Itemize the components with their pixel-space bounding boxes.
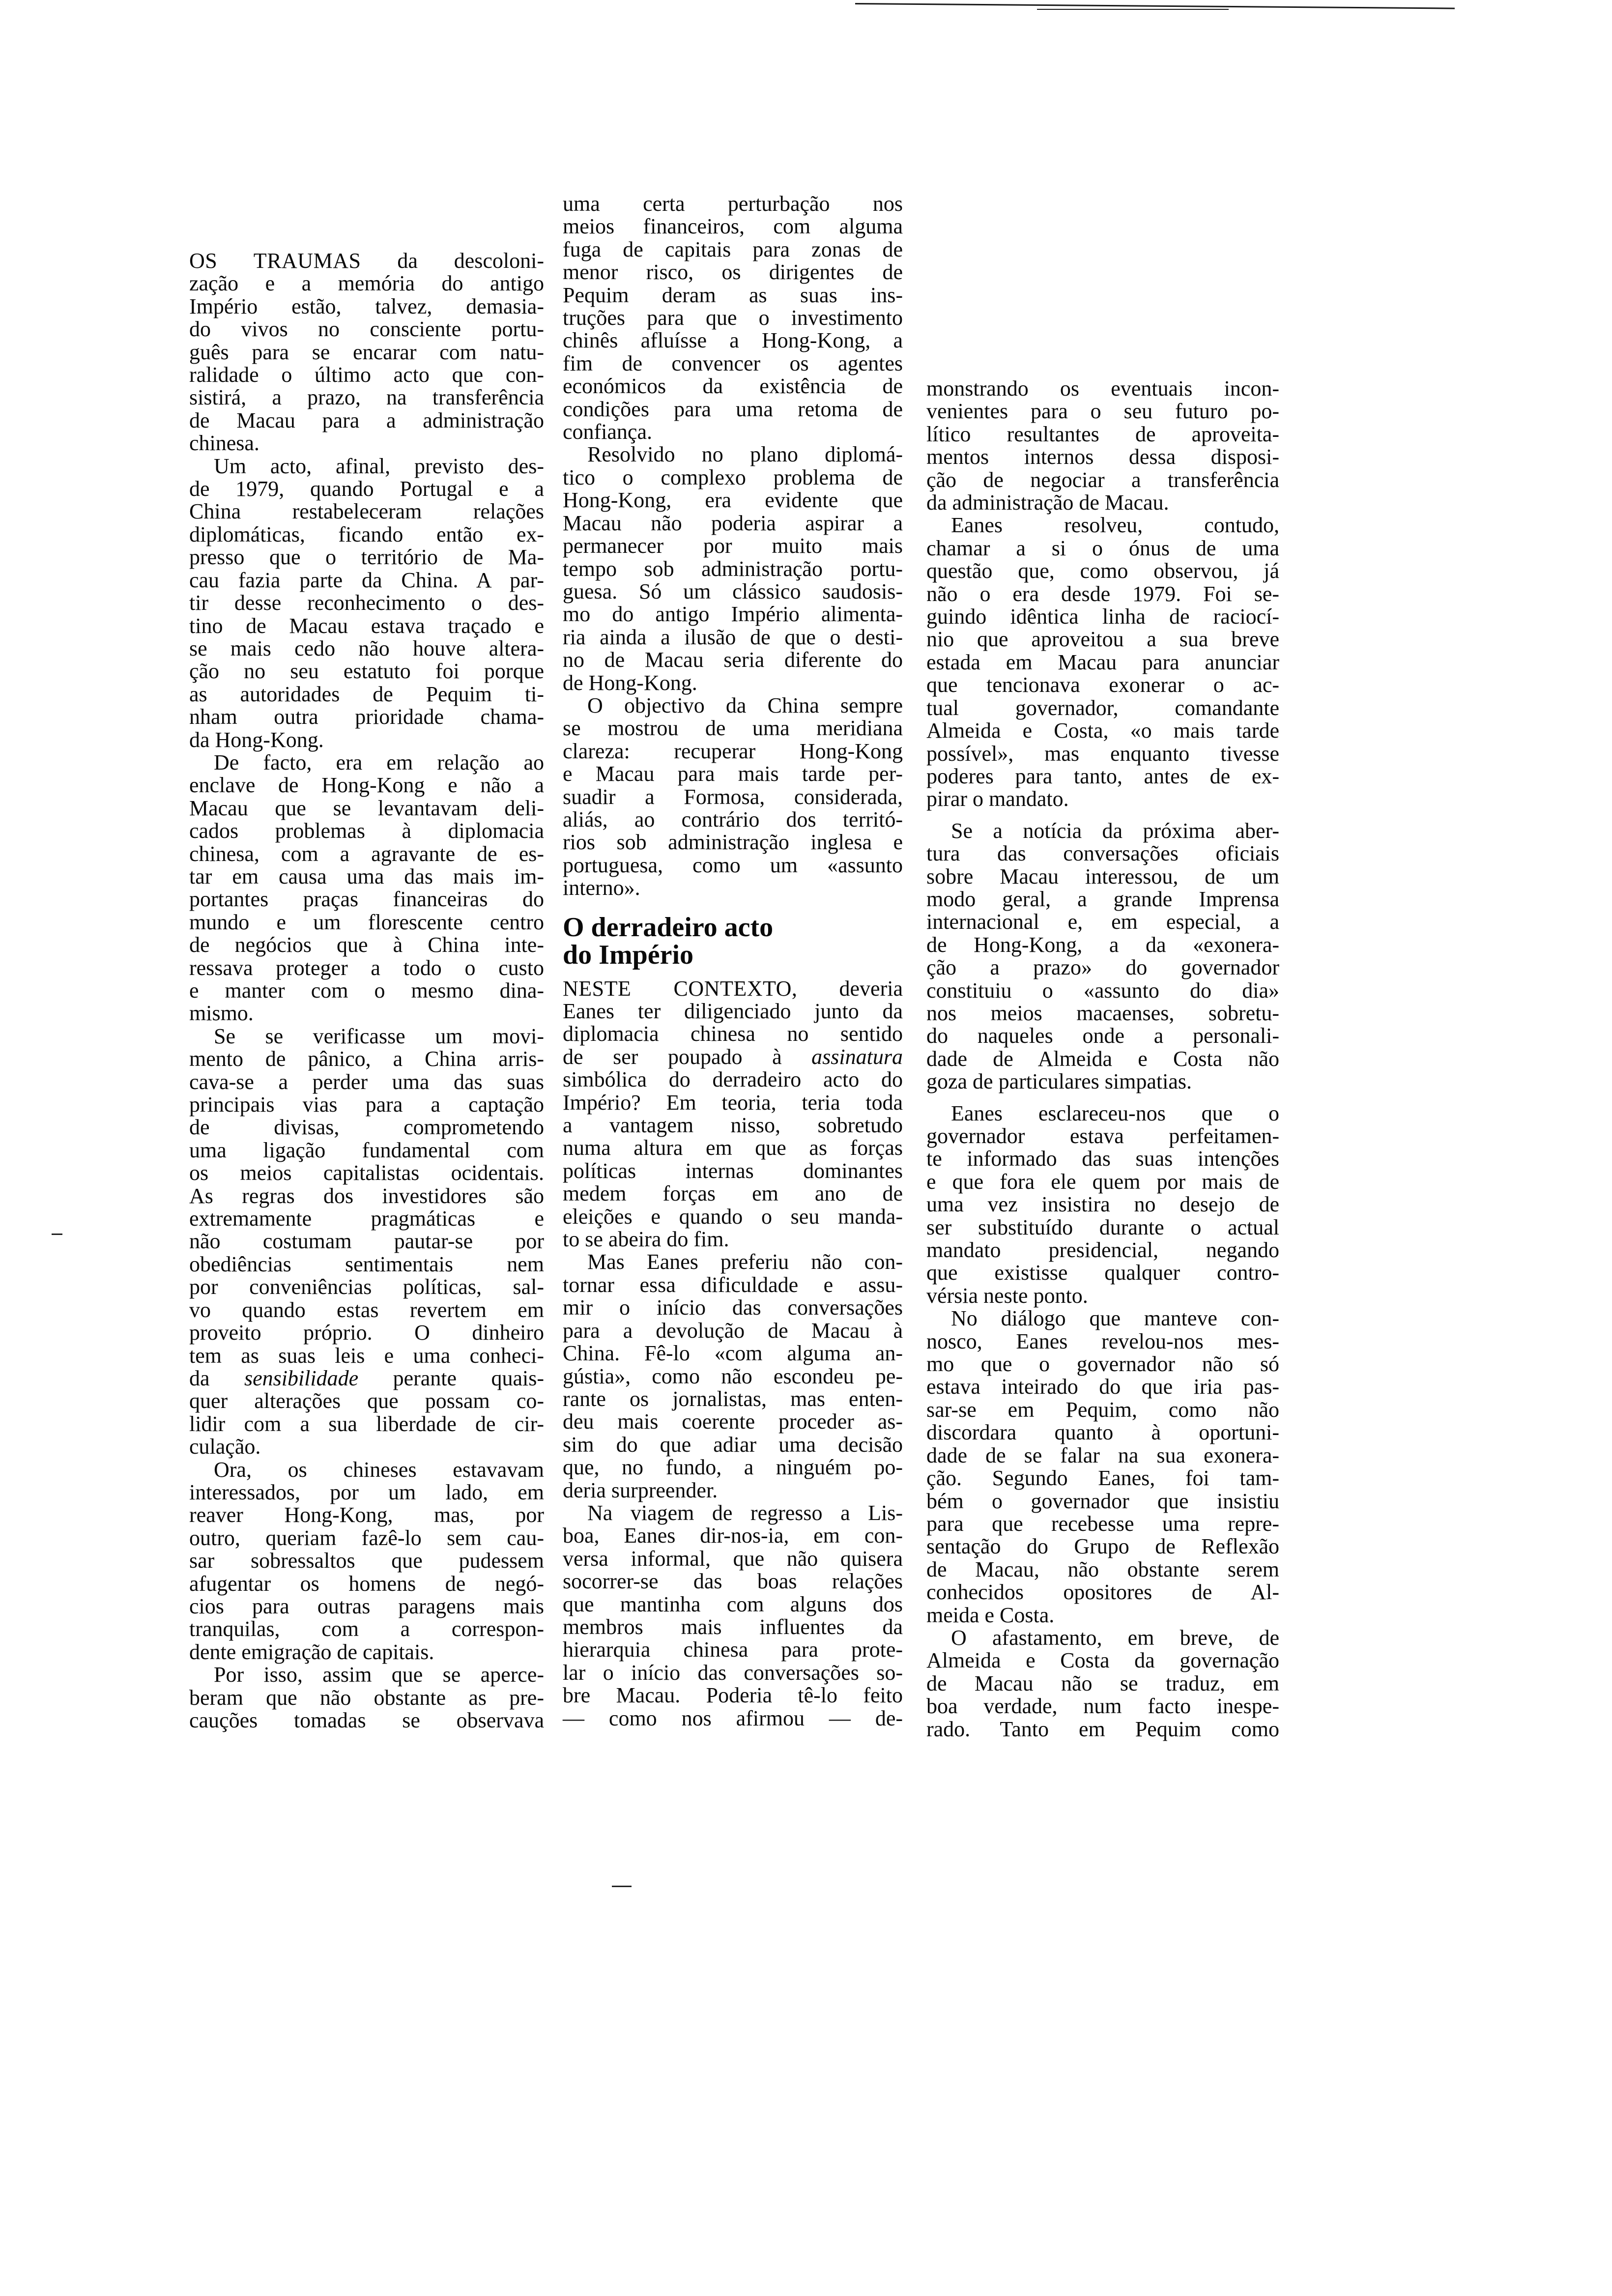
text-line: Almeida e Costa da governação — [926, 1648, 1279, 1673]
text-line: que mantinha com alguns dos — [563, 1592, 903, 1616]
text-line: se mostrou de uma meridiana — [563, 716, 903, 741]
text-line: para que recebesse uma repre- — [926, 1511, 1279, 1536]
text-line: tar em causa uma das mais im- — [189, 864, 544, 889]
text-line: conhecidos opositores de Al- — [926, 1580, 1279, 1605]
text-line: sar sobressaltos que pudessem — [189, 1549, 544, 1573]
paragraph — [189, 250, 544, 455]
paragraph — [563, 193, 903, 443]
text-line: China. Fê-lo «com alguma an- — [563, 1341, 903, 1366]
text-line: China restabeleceram relações — [189, 499, 544, 524]
text-line: tornar essa dificuldade e assu- — [563, 1272, 903, 1297]
text-line: governador estava perfeitamen- — [926, 1124, 1279, 1148]
article-column-1 — [189, 250, 544, 1732]
text-line: meios financeiros, com alguma — [563, 214, 903, 239]
text-line: interno». — [563, 876, 640, 900]
text-line: para a devolução de Macau à — [563, 1318, 903, 1343]
text-line: Mas Eanes preferiu não con- — [587, 1250, 903, 1274]
text-line: tino de Macau estava traçado e — [189, 613, 544, 638]
text-line: diplomacia chinesa no sentido — [563, 1022, 903, 1046]
text-line: extremamente pragmáticas e — [189, 1206, 544, 1231]
text-line: uma vez insistira no desejo de — [926, 1192, 1279, 1217]
text-line: Hong-Kong, era evidente que — [563, 488, 903, 513]
text-line: zação e a memória do antigo — [189, 271, 544, 296]
text-line: deu mais coerente proceder as- — [563, 1409, 903, 1434]
text-line: de Macau não se traduz, em — [926, 1671, 1279, 1695]
text-line: ser substituído durante o actual — [926, 1215, 1279, 1239]
text-line: que, no fundo, a ninguém po- — [563, 1455, 903, 1480]
text-line: nio que aproveitou a sua breve — [926, 627, 1279, 652]
text-line: principais vias para a captação — [189, 1092, 544, 1117]
text-line: pirar o mandato. — [926, 787, 1069, 811]
text-line: Resolvido no plano diplomá- — [587, 442, 903, 467]
text-line: cios para outras paragens mais — [189, 1594, 544, 1618]
text-line: fim de convencer os agentes — [563, 351, 903, 375]
text-line: não costumam pautar-se por — [189, 1229, 544, 1254]
text-line: lar o início das conversações so- — [563, 1660, 903, 1685]
text-line: presso que o território de Ma- — [189, 545, 544, 570]
text-line: sim do que adiar uma decisão — [563, 1432, 903, 1457]
scan-edge-line — [855, 3, 1455, 9]
paragraph — [926, 820, 1279, 1093]
text-line: vo quando estas revertem em — [189, 1297, 544, 1322]
section-subheading — [563, 914, 903, 969]
lead-in-caps: OS TRAUMAS — [189, 249, 361, 273]
text-line: Eanes esclareceu-nos que o — [951, 1101, 1279, 1125]
text-line: se mais cedo não houve altera- — [189, 636, 544, 660]
text-line: por conveniências políticas, sal- — [189, 1275, 544, 1299]
text-line: cava-se a perder uma das suas — [189, 1069, 544, 1094]
text-line: uma certa perturbação nos — [563, 192, 903, 216]
text-line: tura das conversações oficiais — [926, 841, 1279, 866]
text-line: NESTE CONTEXTO, deveria — [563, 976, 903, 1001]
subheading-line: do Império — [563, 939, 693, 970]
text-line: de 1979, quando Portugal e a — [189, 477, 544, 501]
text-line: rante os jornalistas, mas enten- — [563, 1386, 903, 1411]
text-line: Almeida e Costa, «o mais tarde — [926, 718, 1279, 743]
text-line: deria surpreender. — [563, 1478, 718, 1502]
text-line: dade de se falar na sua exonera- — [926, 1443, 1279, 1467]
text-line: de Hong-Kong, a da «exonera- — [926, 932, 1279, 957]
text-line: sobre Macau interessou, de um — [926, 864, 1279, 889]
text-line: mo que o governador não só — [926, 1352, 1279, 1377]
paragraph — [926, 1307, 1279, 1627]
text-line: dente emigração de capitais. — [189, 1639, 434, 1664]
text-line: questão que, como observou, já — [926, 559, 1279, 583]
text-line: a vantagem nisso, sobretudo — [563, 1113, 903, 1138]
text-line: bém o governador que insistiu — [926, 1489, 1279, 1513]
text-line: chinesa. — [189, 431, 259, 456]
text-line: tranquilas, com a correspon- — [189, 1617, 544, 1641]
text-line: de Hong-Kong. — [563, 670, 697, 695]
text-line: confiança. — [563, 420, 652, 444]
text-line: mismo. — [189, 1001, 254, 1026]
article-column-3 — [926, 377, 1279, 1741]
text-line: ressava proteger a todo o custo — [189, 955, 544, 980]
text-line: poderes para tanto, antes de ex- — [926, 764, 1279, 788]
text-line: estava inteirado do que iria pas- — [926, 1375, 1279, 1399]
text-line: chamar a si o ónus de uma — [926, 536, 1279, 560]
text-line: não o era desde 1979. Foi se- — [926, 581, 1279, 606]
text-line: meida e Costa. — [926, 1603, 1055, 1627]
text-line: to se abeira do fim. — [563, 1227, 729, 1252]
text-line: nos meios macaenses, sobretu- — [926, 1001, 1279, 1025]
text-line: enclave de Hong-Kong e não a — [189, 773, 544, 798]
paragraph — [563, 1502, 903, 1730]
text-line: de Macau, não obstante serem — [926, 1557, 1279, 1581]
text-line: As regras dos investidores são — [189, 1183, 544, 1208]
text-line: monstrando os eventuais incon- — [926, 376, 1279, 401]
text-line: Macau que se levantavam deli- — [189, 796, 544, 820]
text-line: Por isso, assim que se aperce- — [214, 1663, 544, 1687]
text-line: que existisse qualquer contro- — [926, 1261, 1279, 1285]
text-line: e Macau para mais tarde per- — [563, 762, 903, 786]
paragraph — [563, 694, 903, 900]
text-line: no de Macau seria diferente do — [563, 648, 903, 672]
subheading-line: O derradeiro acto — [563, 912, 774, 943]
text-line: e que fora ele quem por mais de — [926, 1169, 1279, 1194]
text-line: tico o complexo problema de — [563, 465, 903, 489]
text-line: ção. Segundo Eanes, foi tam- — [926, 1466, 1279, 1491]
text-line: nham outra prioridade chama- — [189, 705, 544, 729]
text-line: políticas internas dominantes — [563, 1158, 903, 1183]
text-line: cauções tomadas se observava — [189, 1708, 544, 1732]
text-line: chinesa, com a agravante de es- — [189, 841, 544, 866]
text-line: No diálogo que manteve con- — [951, 1306, 1279, 1331]
text-line: possível», mas enquanto tivesse — [926, 741, 1279, 766]
text-line: boa, Eanes dir-nos-ia, em con- — [563, 1523, 903, 1548]
text-line: Pequim deram as suas ins- — [563, 283, 903, 307]
text-line: O afastamento, em breve, de — [951, 1625, 1279, 1650]
text-line: discordara quanto à oportuni- — [926, 1420, 1279, 1445]
paragraph — [189, 1664, 544, 1732]
text-line: económicos da existência de — [563, 374, 903, 399]
text-line: nosco, Eanes revelou-nos mes- — [926, 1329, 1279, 1353]
text-line: ção a prazo» do governador — [926, 955, 1279, 980]
text-line: aliás, ao contrário dos territó- — [563, 807, 903, 832]
text-line: hierarquia chinesa para prote- — [563, 1637, 903, 1662]
text-line: proveito próprio. O dinheiro — [189, 1320, 544, 1345]
text-line: portuguesa, como um «assunto — [563, 853, 903, 877]
text-line: mandato presidencial, negando — [926, 1238, 1279, 1263]
text-line: ria ainda a ilusão de que o desti- — [563, 625, 903, 649]
text-line: dade de Almeida e Costa não — [926, 1046, 1279, 1071]
text-line: ção no seu estatuto foi porque — [189, 659, 544, 684]
text-line: Eanes resolveu, contudo, — [951, 513, 1279, 538]
text-line: rios sob administração inglesa e — [563, 830, 903, 855]
text-line: boa verdade, num facto inespe- — [926, 1694, 1279, 1719]
paragraph — [189, 751, 544, 1025]
text-line: truções para que o investimento — [563, 306, 903, 330]
scan-speck — [612, 1886, 632, 1887]
text-line: e manter com o mesmo dina- — [189, 978, 544, 1003]
text-line: guindo idêntica linha de raciocí- — [926, 604, 1279, 629]
text-line: beram que não obstante as pre- — [189, 1685, 544, 1710]
text-line: sistirá, a prazo, na transferência — [189, 385, 544, 410]
text-line: diplomáticas, ficando então ex- — [189, 522, 544, 546]
text-line: da administração de Macau. — [926, 490, 1169, 515]
text-line: culação. — [189, 1435, 261, 1459]
paragraph — [926, 377, 1279, 514]
text-line: vérsia neste ponto. — [926, 1283, 1088, 1308]
paragraph — [189, 1025, 544, 1459]
text-line: do vivos no consciente portu- — [189, 317, 544, 342]
text-line: da Hong-Kong. — [189, 727, 324, 752]
text-line: de Macau para a administração — [189, 408, 544, 432]
text-line: cau fazia parte da China. A par- — [189, 568, 544, 592]
text-line: sentação do Grupo de Reflexão — [926, 1534, 1279, 1559]
text-line: tual governador, comandante — [926, 695, 1279, 720]
text-line: obediências sentimentais nem — [189, 1252, 544, 1276]
text-line: mo do antigo Império alimenta- — [563, 602, 903, 627]
text-line: lidir com a sua liberdade de cir- — [189, 1411, 544, 1436]
text-line: reaver Hong-Kong, mas, por — [189, 1503, 544, 1527]
text-line: quer alterações que possam co- — [189, 1389, 544, 1413]
emphasis: assinatura — [811, 1044, 903, 1069]
scan-speck — [52, 1234, 62, 1235]
text-line: eleições e quando o seu manda- — [563, 1204, 903, 1229]
paragraph — [926, 1627, 1279, 1741]
text-line: clareza: recuperar Hong-Kong — [563, 739, 903, 763]
text-line: simbólica do derradeiro acto do — [563, 1067, 903, 1092]
text-line: condições para uma retoma de — [563, 397, 903, 421]
text-line: Macau não poderia aspirar a — [563, 511, 903, 535]
text-line: do naqueles onde a personali- — [926, 1024, 1279, 1048]
text-line: te informado das suas intenções — [926, 1147, 1279, 1171]
text-line: rado. Tanto em Pequim como — [926, 1717, 1279, 1741]
text-line: mentos internos dessa disposi- — [926, 445, 1279, 469]
article-column-2 — [563, 193, 903, 1730]
text-line: de divisas, comprometendo — [189, 1115, 544, 1140]
text-line: mento de pânico, a China arris- — [189, 1047, 544, 1071]
text-line: socorrer-se das boas relações — [563, 1569, 903, 1594]
text-line: tempo sob administração portu- — [563, 556, 903, 581]
text-line: venientes para o seu futuro po- — [926, 399, 1279, 424]
text-line: de ser poupado à assinatura — [563, 1044, 903, 1069]
text-line: mir o início das conversações — [563, 1295, 903, 1320]
text-line: Império? Em teoria, teria toda — [563, 1090, 903, 1115]
paragraph — [563, 977, 903, 1251]
text-line: Eanes ter diligenciado junto da — [563, 999, 903, 1023]
text-line: membros mais influentes da — [563, 1614, 903, 1639]
text-line: que tencionava exonerar o ac- — [926, 673, 1279, 697]
text-line: da sensibilidade perante quais- — [189, 1366, 544, 1390]
text-line: medem forças em ano de — [563, 1181, 903, 1206]
text-line: modo geral, a grande Imprensa — [926, 887, 1279, 911]
scan-edge-line-short — [1037, 9, 1229, 10]
text-line: portantes praças financeiras do — [189, 887, 544, 912]
text-line: as autoridades de Pequim ti- — [189, 682, 544, 706]
text-line: cados problemas à diplomacia — [189, 819, 544, 843]
text-line: numa altura em que as forças — [563, 1136, 903, 1160]
paragraph — [563, 1251, 903, 1501]
text-line: estada em Macau para anunciar — [926, 650, 1279, 674]
text-line: menor risco, os dirigentes de — [563, 260, 903, 285]
text-line: tem as suas leis e uma conheci- — [189, 1343, 544, 1368]
text-line: afugentar os homens de negó- — [189, 1571, 544, 1596]
text-line: guês para se encarar com natu- — [189, 340, 544, 364]
text-line: Se se verificasse um movi- — [214, 1024, 544, 1048]
emphasis: sensibilidade — [244, 1366, 359, 1390]
paragraph — [189, 455, 544, 751]
text-line: Na viagem de regresso a Lis- — [587, 1500, 903, 1525]
paragraph — [563, 443, 903, 694]
text-line: ralidade o último acto que con- — [189, 363, 544, 387]
text-line: goza de particulares simpatias. — [926, 1069, 1192, 1094]
text-line: chinês afluísse a Hong-Kong, a — [563, 328, 903, 353]
text-line: Se a notícia da próxima aber- — [951, 818, 1279, 843]
text-line: sar-se em Pequim, como não — [926, 1397, 1279, 1422]
text-line: OS TRAUMAS da descoloni- — [189, 249, 544, 273]
text-line: uma ligação fundamental com — [189, 1138, 544, 1162]
paragraph — [189, 1459, 544, 1664]
paragraph — [926, 1102, 1279, 1308]
text-line: — como nos afirmou — de- — [563, 1706, 903, 1730]
text-line: bre Macau. Poderia tê-lo feito — [563, 1683, 903, 1708]
text-line: Império estão, talvez, demasia- — [189, 294, 544, 318]
text-line: De facto, era em relação ao — [214, 750, 544, 775]
lead-in-caps: NESTE CONTEXTO — [563, 976, 792, 1001]
text-line: internacional e, em especial, a — [926, 910, 1279, 934]
text-line: Um acto, afinal, previsto des- — [214, 454, 544, 478]
text-line: Ora, os chineses estavavam — [214, 1457, 544, 1482]
text-line: O objectivo da China sempre — [587, 693, 903, 718]
text-line: permanecer por muito mais — [563, 534, 903, 558]
text-line: interessados, por um lado, em — [189, 1480, 544, 1504]
text-line: versa informal, que não quisera — [563, 1546, 903, 1571]
text-line: fuga de capitais para zonas de — [563, 237, 903, 261]
text-line: guesa. Só um clássico saudosis- — [563, 579, 903, 603]
text-line: tir desse reconhecimento o des- — [189, 591, 544, 615]
text-line: mundo e um florescente centro — [189, 910, 544, 934]
text-line: lítico resultantes de aproveita- — [926, 422, 1279, 446]
text-line: os meios capitalistas ocidentais. — [189, 1161, 544, 1185]
text-line: gústia», como não escondeu pe- — [563, 1364, 903, 1388]
text-line: constituiu o «assunto do dia» — [926, 978, 1279, 1003]
text-line: de negócios que à China inte- — [189, 933, 544, 957]
text-line: ção de negociar a transferência — [926, 467, 1279, 492]
text-line: suadir a Formosa, considerada, — [563, 784, 903, 809]
text-line: outro, queriam fazê-lo sem cau- — [189, 1525, 544, 1550]
paragraph — [926, 514, 1279, 810]
